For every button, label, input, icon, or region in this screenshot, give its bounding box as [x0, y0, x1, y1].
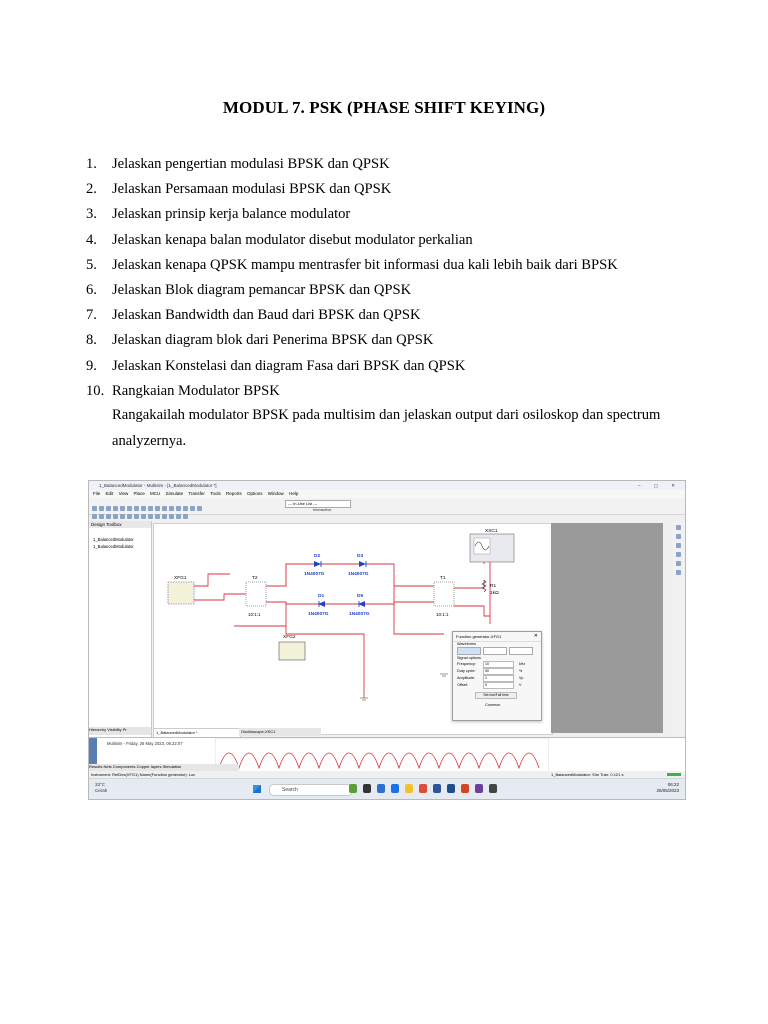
- list-item: [86, 354, 686, 379]
- item-text: Jelaskan kenapa balan modulator disebut modulator perkalian: [112, 231, 473, 248]
- design-toolbox: [89, 521, 152, 739]
- toolbar: [89, 498, 685, 515]
- powerpoint-icon[interactable]: [461, 784, 469, 793]
- function-generator-icon[interactable]: [676, 534, 681, 539]
- d5-part: 1N4007G: [349, 612, 370, 617]
- app-icon[interactable]: [349, 784, 357, 793]
- app-icon[interactable]: [475, 784, 483, 793]
- amplitude-unit[interactable]: Vp: [519, 676, 524, 680]
- multisim-icon[interactable]: [489, 784, 497, 793]
- transformer-t2: [246, 575, 266, 617]
- menu-view[interactable]: View: [118, 491, 129, 496]
- menu-edit[interactable]: Edit: [105, 491, 114, 496]
- duty-cycle-input[interactable]: 50: [483, 668, 514, 675]
- transformer-t1: [434, 575, 454, 617]
- r1-label: R1: [490, 584, 497, 589]
- duty-cycle-unit[interactable]: %: [519, 669, 523, 673]
- menu-help[interactable]: Help: [289, 491, 299, 496]
- bode-plotter-icon[interactable]: [676, 561, 681, 566]
- wattmeter-icon[interactable]: [676, 543, 681, 548]
- weather-temp: 33°C: [95, 782, 106, 787]
- item-text: Jelaskan Bandwidth dan Baud dari BPSK dan QPSK: [112, 307, 421, 324]
- database-icon[interactable]: [197, 506, 202, 511]
- toolbox-title: Design Toolbox: [89, 521, 151, 528]
- power-icon[interactable]: [155, 514, 160, 519]
- oscilloscope-icon[interactable]: [676, 552, 681, 557]
- right-instrument-toolbar: [673, 521, 685, 735]
- item-text: Jelaskan kenapa QPSK mampu mentrasfer bit informasi dua kali lebih baik dari BPSK: [112, 256, 618, 273]
- offset-input[interactable]: 0: [483, 682, 514, 689]
- oscilloscope-xsc1[interactable]: [470, 528, 514, 562]
- xsc1-label: XSC1: [485, 529, 498, 534]
- function-generator-dialog[interactable]: [452, 631, 542, 721]
- item-number: 3.: [86, 206, 97, 223]
- item-number: 7.: [86, 307, 97, 324]
- status-right: 1_BalancedModulator: Sim Tran: 0.121 s: [551, 772, 624, 777]
- misc-icon[interactable]: [141, 514, 146, 519]
- clock-time: 06:22: [667, 782, 679, 787]
- windows-start-icon[interactable]: [253, 785, 261, 793]
- transistor-icon[interactable]: [113, 514, 118, 519]
- t1-label: T1: [440, 576, 446, 581]
- menu-mcu[interactable]: MCU: [150, 491, 161, 496]
- item-text: Jelaskan Persamaan modulasi BPSK dan QPSK: [112, 181, 392, 198]
- menu-bar: [89, 490, 685, 498]
- menu-window[interactable]: Window: [267, 491, 284, 496]
- rf-icon[interactable]: [162, 514, 167, 519]
- diodes: [314, 561, 366, 607]
- spectrum-analyzer-icon[interactable]: [676, 570, 681, 575]
- t2-ratio: 10:1:1: [248, 612, 261, 617]
- word-icon[interactable]: [433, 784, 441, 793]
- workspace-background: [551, 523, 663, 733]
- function-generator-xfg1[interactable]: [168, 575, 194, 604]
- waveforms-label: Waveforms: [457, 642, 477, 646]
- source-icon[interactable]: [92, 514, 97, 519]
- list-item: [86, 303, 686, 328]
- list-item: [86, 228, 686, 253]
- frequency-unit[interactable]: kHz: [519, 662, 526, 666]
- item-number: 6.: [86, 282, 97, 299]
- item-number: 10.: [86, 382, 105, 399]
- d5-label: D5: [357, 594, 364, 599]
- toolbox-tabs[interactable]: Hierarchy Visibility Pr: [89, 727, 151, 735]
- task-description: Rangakailah modulator BPSK pada multisim dan jelaskan output dari osiloskop dan spectrum analyzernya.: [112, 407, 661, 449]
- d2-part: 1N4007G: [304, 572, 325, 577]
- toolbar-row-2: [91, 507, 189, 514]
- spreadsheet-log: Multisim - Friday, 26 May 2023, 06:22:07: [107, 741, 183, 746]
- signal-options-label: Signal options: [457, 656, 481, 660]
- window-controls[interactable]: – ▢ ✕: [637, 483, 681, 488]
- xfg2-label: XFG2: [283, 635, 296, 640]
- tab-design[interactable]: 1_BalancedModulator *: [153, 728, 241, 738]
- dialog-title: Function generator-XFG1: [453, 632, 541, 642]
- menu-transfer[interactable]: Transfer: [188, 491, 205, 496]
- d1-label: D1: [318, 594, 325, 599]
- item-number: 2.: [86, 181, 97, 198]
- indicator-icon[interactable]: [148, 514, 153, 519]
- menu-simulate[interactable]: Simulate: [165, 491, 184, 496]
- xfg1-label: XFG1: [174, 576, 187, 581]
- simulation-progress: [667, 773, 681, 776]
- ttl-icon[interactable]: [127, 514, 132, 519]
- frequency-label: Frequency:: [457, 662, 476, 666]
- list-item: [86, 379, 686, 404]
- ladder-icon[interactable]: [183, 514, 188, 519]
- list-item: [86, 278, 686, 303]
- menu-options[interactable]: Options: [247, 491, 263, 496]
- document-title: MODUL 7. PSK (PHASE SHIFT KEYING): [222, 98, 546, 117]
- item-number: 1.: [86, 156, 97, 172]
- list-item: [86, 152, 686, 177]
- ground-symbols: [360, 674, 448, 700]
- edge-icon[interactable]: [391, 784, 399, 793]
- electromech-icon[interactable]: [169, 514, 174, 519]
- oscilloscope-trace: [215, 738, 549, 772]
- toolbox-item[interactable]: 1_BalancedModulator: [93, 544, 134, 549]
- mcu-icon[interactable]: [176, 514, 181, 519]
- d3-label: D3: [357, 554, 364, 559]
- item-number: 4.: [86, 231, 97, 248]
- item-text: Jelaskan diagram blok dari Penerima BPSK dan QPSK: [112, 332, 434, 349]
- diode-d3-symbol: [359, 561, 366, 567]
- in-use-list-select[interactable]: --- In-Use List ---: [285, 500, 351, 508]
- spreadsheet-icon[interactable]: [190, 506, 195, 511]
- item-number: 8.: [86, 332, 97, 349]
- amplitude-label: Amplitude:: [457, 676, 475, 680]
- toolbox-item[interactable]: 1_BalancedModulator: [93, 537, 134, 542]
- cmos-icon[interactable]: [134, 514, 139, 519]
- clock-date: 26/05/2023: [656, 788, 679, 793]
- square-wave-button[interactable]: [509, 647, 533, 655]
- amplitude-input[interactable]: 1: [483, 675, 514, 682]
- t1-ratio: 10:1:1: [436, 612, 449, 617]
- d3-part: 1N4007G: [348, 572, 369, 577]
- resistor-r1: [482, 580, 499, 596]
- item-text: Jelaskan Blok diagram pemancar BPSK dan QPSK: [112, 282, 412, 299]
- question-list: [86, 152, 686, 404]
- interactive-mode-label[interactable]: Interactive: [313, 507, 332, 512]
- triangle-wave-button[interactable]: [483, 647, 507, 655]
- item-number: 5.: [86, 256, 97, 273]
- sine-wave-button[interactable]: [457, 647, 481, 655]
- weather-widget[interactable]: [95, 782, 107, 794]
- close-icon[interactable]: ✕: [533, 633, 538, 639]
- duty-cycle-label: Duty cycle:: [457, 669, 476, 673]
- menu-tools[interactable]: Tools: [210, 491, 221, 496]
- taskbar-clock[interactable]: [656, 782, 679, 794]
- app-icon[interactable]: [363, 784, 371, 793]
- list-item: [86, 328, 686, 353]
- offset-label: Offset:: [457, 683, 469, 687]
- file-explorer-icon[interactable]: [405, 784, 413, 793]
- d1-part: 1N4007G: [308, 612, 329, 617]
- spreadsheet-tabs[interactable]: Results Nets Components Copper layers Simulation: [89, 764, 239, 771]
- app-icon[interactable]: [447, 784, 455, 793]
- status-left: Instrument: RefDes(XFG1) Name(Function generator): Loc: [91, 772, 196, 777]
- toolbar-row-1: [91, 499, 203, 506]
- diode-icon[interactable]: [106, 514, 111, 519]
- multimeter-icon[interactable]: [676, 525, 681, 530]
- item-text: Jelaskan prinsip kerja balance modulator: [112, 206, 351, 223]
- item-text: Rangkaian Modulator BPSK: [112, 382, 280, 399]
- menu-reports[interactable]: Reports: [225, 491, 242, 496]
- frequency-input[interactable]: 10: [483, 661, 514, 668]
- function-generator-xfg2[interactable]: [279, 634, 305, 660]
- app-icon[interactable]: [377, 784, 385, 793]
- tab-oscilloscope[interactable]: Oscilloscope-XSC1: [239, 728, 321, 736]
- chrome-icon[interactable]: [419, 784, 427, 793]
- basic-icon[interactable]: [99, 514, 104, 519]
- taskbar: [89, 778, 685, 800]
- r1-value: 1kΩ: [490, 591, 499, 596]
- set-rise-fall-button[interactable]: Set rise/Fall time: [475, 692, 517, 699]
- d2-label: D2: [314, 554, 321, 559]
- offset-unit[interactable]: V: [519, 683, 522, 687]
- menu-file[interactable]: File: [93, 491, 101, 496]
- common-label: Common: [485, 703, 501, 707]
- window-title: 1_BalancedModulator - Multisim - [1_BalancedModulator *]: [99, 483, 217, 488]
- item-number: 9.: [86, 357, 97, 374]
- item-text: Jelaskan pengertian modulasi BPSK dan QPSK: [112, 156, 390, 172]
- analog-icon[interactable]: [120, 514, 125, 519]
- t2-label: T2: [252, 576, 258, 581]
- list-item: [86, 253, 686, 278]
- diode-d2-symbol: [314, 561, 321, 567]
- weather-desc: Cerah: [95, 788, 108, 793]
- list-item: [86, 202, 686, 227]
- status-bar: [89, 771, 685, 778]
- multisim-screenshot: [88, 480, 686, 800]
- window-titlebar: [89, 481, 685, 490]
- list-item: [86, 177, 686, 202]
- item-text: Jelaskan Konstelasi dan diagram Fasa dari BPSK dan QPSK: [112, 357, 466, 374]
- menu-place[interactable]: Place: [133, 491, 145, 496]
- taskbar-search[interactable]: Search: [269, 784, 353, 796]
